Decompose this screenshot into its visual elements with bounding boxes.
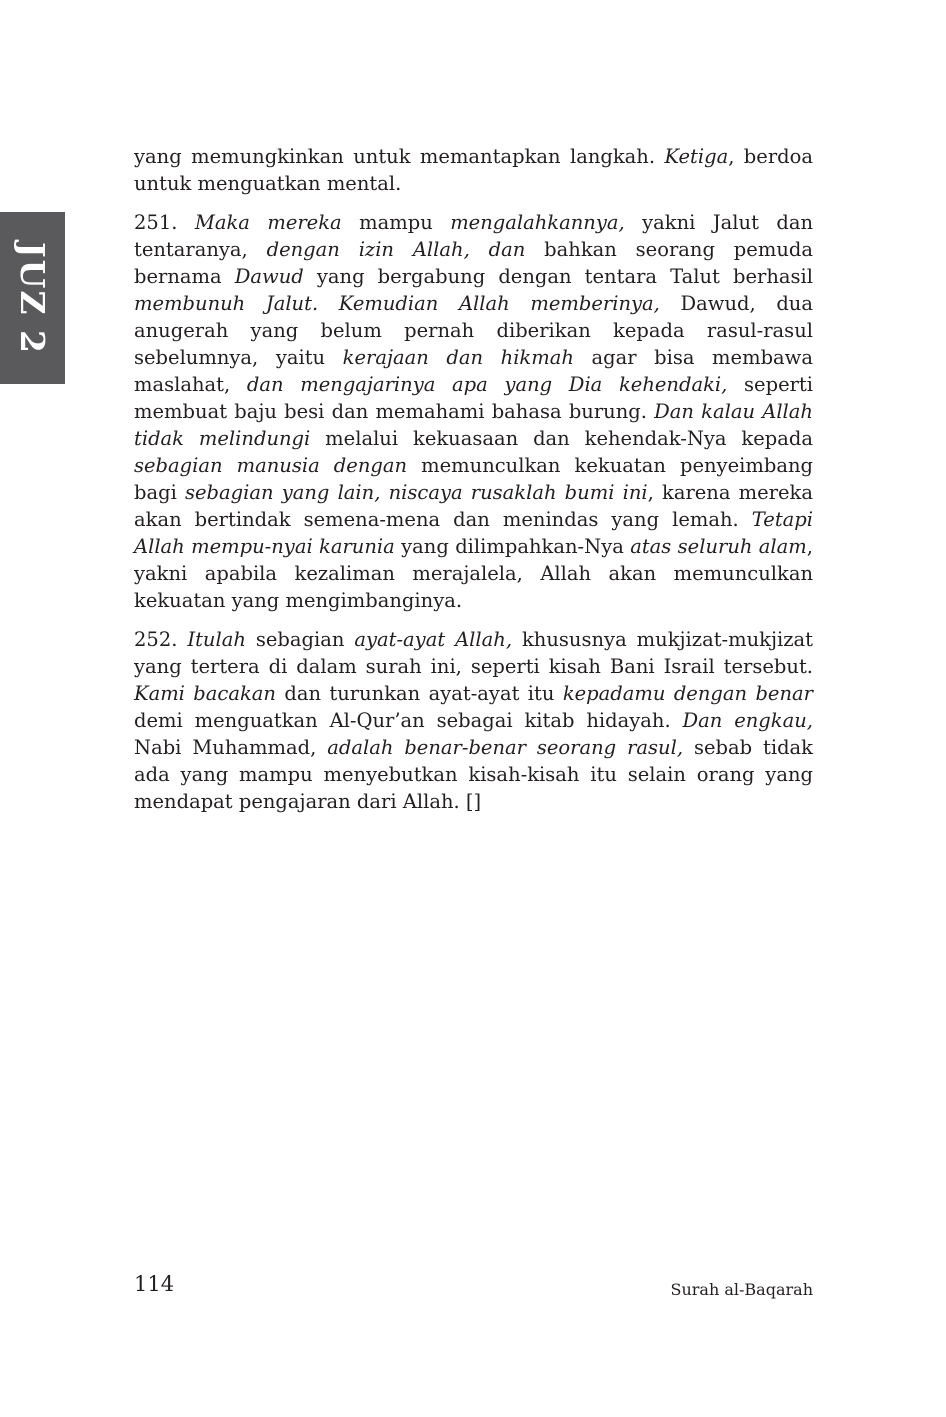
italic-run: Dan kalau Allah tidak melindungi bbox=[134, 400, 813, 450]
paragraph-continuation: yang memungkinkan untuk memantapkan langkah. Ketiga, berdoa untuk menguatkan mental. bbox=[134, 145, 813, 195]
italic-run: atas seluruh alam bbox=[630, 535, 807, 558]
italic-run: Dawud bbox=[234, 265, 304, 288]
italic-run: kerajaan dan hikmah bbox=[342, 346, 574, 369]
italic-run: Maka mereka bbox=[194, 211, 342, 234]
page-number: 114 bbox=[134, 1272, 175, 1296]
juz-label: JUZ 2 bbox=[13, 241, 52, 355]
italic-run: sebagian yang lain, niscaya rusaklah bumi ini bbox=[185, 481, 648, 504]
page-body bbox=[134, 143, 813, 827]
paragraph-verse-251: 251. Maka mereka mampu mengalahkannya, yakni Jalut dan tentaranya, dengan izin Allah, dan bahkan seorang pemuda bernama Dawud yang bergabung dengan tentara Talut berhasil membunuh Jalut. Kemudian Allah memberinya, Dawud, dua anugerah yang belum pernah diberikan kepada rasul-rasul sebelumnya, yaitu kerajaan dan hikmah agar bisa membawa maslahat, dan mengajarinya apa yang Dia kehendaki, seperti membuat baju besi dan memahami bahasa burung. Dan kalau Allah tidak melindungi melalui kekuasaan dan kehendak-Nya kepada sebagian manusia dengan memunculkan kekuatan penyeimbang bagi sebagian yang lain, niscaya rusaklah bumi ini, karena mereka akan bertindak semena-mena dan menindas yang lemah. Tetapi Allah mempu-nyai karunia yang dilimpahkan-Nya atas seluruh alam, yakni apabila kezaliman merajalela, Allah akan memunculkan kekuatan yang mengimbanginya. bbox=[134, 211, 814, 612]
italic-run: mengalahkannya, bbox=[450, 211, 625, 234]
italic-run: dan mengajarinya apa yang Dia kehendaki, bbox=[246, 373, 728, 396]
italic-run: Kami bacakan bbox=[134, 682, 276, 705]
italic-run: membunuh Jalut. Kemudian Allah memberinya, bbox=[134, 292, 660, 315]
paragraph-verse-252: 252. Itulah sebagian ayat-ayat Allah, khususnya mukjizat-mukjizat yang tertera di dalam surah ini, seperti kisah Bani Israil tersebut. Kami bacakan dan turunkan ayat-ayat itu kepadamu dengan benar demi menguatkan Al-Qur’an sebagai kitab hidayah. Dan engkau, Nabi Muhammad, adalah benar-benar seorang rasul, sebab tidak ada yang mampu menyebutkan kisah-kisah itu selain orang yang mendapat pengajaran dari Allah. [] bbox=[134, 628, 813, 813]
italic-run: kepadamu dengan benar bbox=[562, 682, 813, 705]
italic-run: adalah benar-benar seorang rasul, bbox=[327, 736, 684, 759]
italic-run: Dan engkau, bbox=[682, 709, 813, 732]
running-footer-title: Surah al-Baqarah bbox=[670, 1280, 813, 1299]
italic-run: dengan izin Allah, dan bbox=[266, 238, 526, 261]
italic-run: Ketiga bbox=[664, 145, 729, 168]
italic-run: Tetapi Allah mempu-nyai karunia bbox=[134, 508, 813, 558]
juz-tab bbox=[0, 212, 65, 384]
italic-run: sebagian manusia dengan bbox=[134, 454, 408, 477]
italic-run: Itulah bbox=[187, 628, 246, 651]
italic-run: ayat-ayat Allah, bbox=[354, 628, 513, 651]
